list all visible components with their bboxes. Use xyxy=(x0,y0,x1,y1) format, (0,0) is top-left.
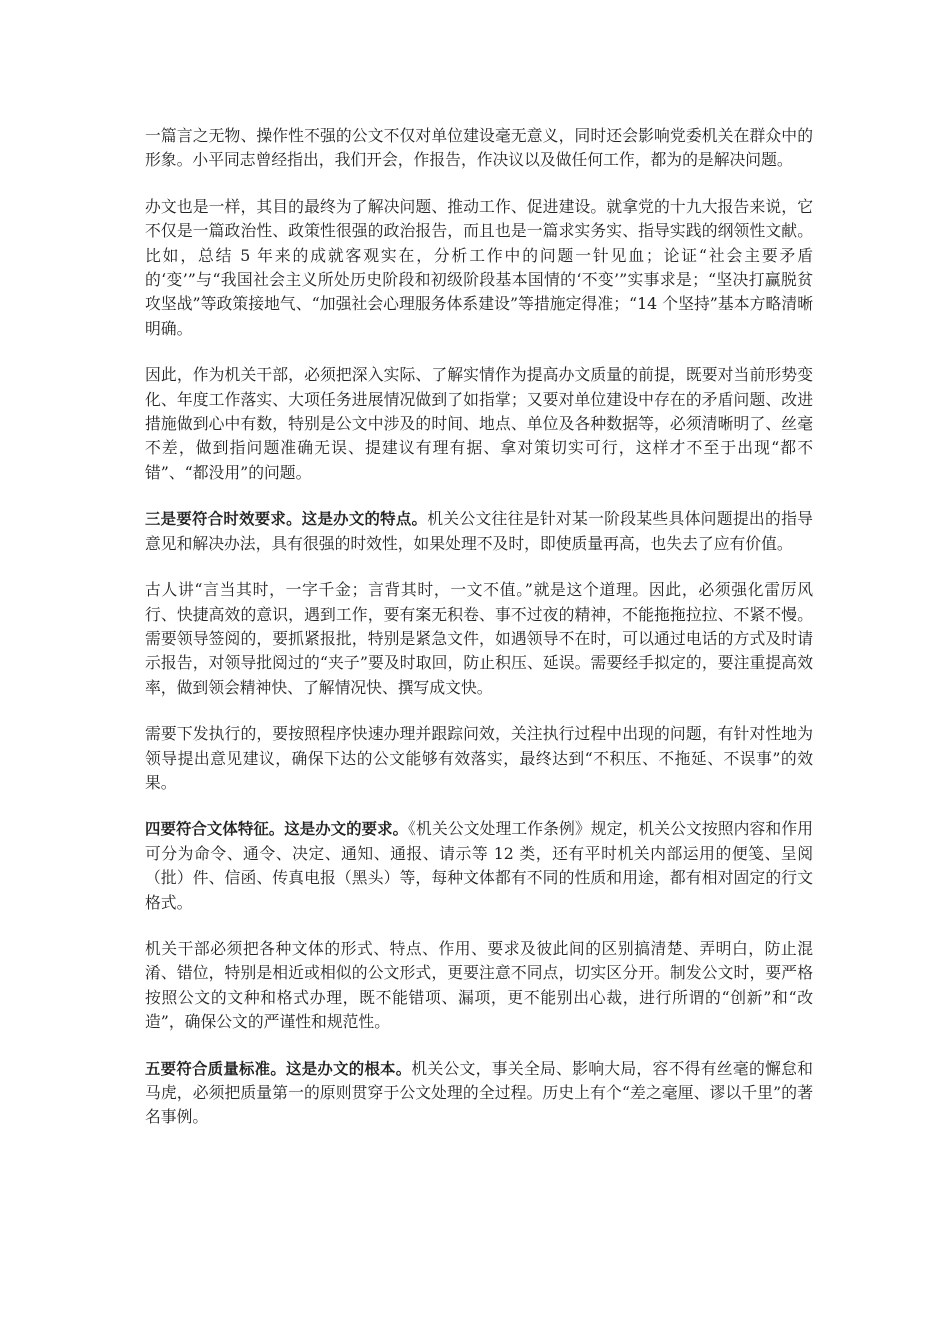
paragraph-1 xyxy=(145,124,813,173)
paragraph-lead: 四要符合文体特征。这是办文的要求。 xyxy=(145,820,409,839)
paragraph-8 xyxy=(145,937,813,1035)
paragraph-text: 古人讲“言当其时，一字千金；言背其时，一文不值。”就是这个道理。因此，必须强化雷厉风行、快捷高效的意识，遇到工作，要有案无积卷、事不过夜的精神，不能拖拖拉拉、不紧不慢。需要领导签阅的，要抓紧报批，特别是紧急文件，如遇领导不在时，可以通过电话的方式及时请示报告，对领导批阅过的“夹子”要及时取回，防止积压、延误。需要经手拟定的，要注重提高效率，做到领会精神快、了解情况快、撰写成文快。 xyxy=(145,580,813,697)
paragraph-5 xyxy=(145,578,813,700)
paragraph-text: 因此，作为机关干部，必须把深入实际、了解实情作为提高办文质量的前提，既要对当前形势变化、年度工作落实、大项任务进展情况做到了如指掌；又要对单位建设中存在的矛盾问题、改进措施做到心中有数，特别是公文中涉及的时间、地点、单位及各种数据等，必须清晰明了、丝毫不差，做到指问题准确无误、提建议有理有据、拿对策切实可行，这样才不至于出现“都不错”、“都没用”的问题。 xyxy=(145,365,813,482)
paragraph-text: 机关公文往往是针对某一阶段某些具体问题提出的指导意见和解决办法，具有很强的时效性，如果处理不及时，即使质量再高，也失去了应有价值。 xyxy=(145,509,813,553)
paragraph-text: 机关公文，事关全局、影响大局，容不得有丝毫的懈怠和马虎，必须把质量第一的原则贯穿于公文处理的全过程。历史上有个“差之毫厘、谬以千里”的著名事例。 xyxy=(145,1058,813,1127)
paragraph-3 xyxy=(145,363,813,485)
paragraph-text: 《机关公文处理工作条例》规定，机关公文按照内容和作用可分为命令、通令、决定、通知、通报、请示等 12 类，还有平时机关内部运用的便笺、呈阅（批）件、信函、传真电报（黑头）等，每种文体都有不同的性质和用途，都有相对固定的行文格式。 xyxy=(145,819,813,912)
document-body xyxy=(145,124,813,1152)
paragraph-2 xyxy=(145,195,813,341)
paragraph-text: 一篇言之无物、操作性不强的公文不仅对单位建设毫无意义，同时还会影响党委机关在群众中的形象。小平同志曾经指出，我们开会，作报告，作决议以及做任何工作，都为的是解决问题。 xyxy=(145,126,813,170)
paragraph-lead: 五要符合质量标准。这是办文的根本。 xyxy=(145,1059,412,1078)
paragraph-7 xyxy=(145,817,813,915)
paragraph-4 xyxy=(145,507,813,556)
paragraph-text: 办文也是一样，其目的最终为了解决问题、推动工作、促进建设。就拿党的十九大报告来说，它不仅是一篇政治性、政策性很强的政治报告，而且也是一篇求实务实、指导实践的纲领性文献。比如，总结 5 年来的成就客观实在，分析工作中的问题一针见血；论证“社会主要矛盾的‘变’”与“我国社会主义所处历史阶段和初级阶段基本国情的‘不变’”实事求是；“坚决打赢脱贫攻坚战”等政策接地气、“加强社会心理服务体系建设”等措施定得准；“14 个坚持”基本方略清晰明确。 xyxy=(145,196,813,338)
paragraph-9 xyxy=(145,1057,813,1130)
paragraph-lead: 三是要符合时效要求。这是办文的特点。 xyxy=(145,510,428,529)
paragraph-text: 机关干部必须把各种文体的形式、特点、作用、要求及彼此间的区别搞清楚、弄明白，防止混淆、错位，特别是相近或相似的公文形式，更要注意不同点，切实区分开。制发公文时，要严格按照公文的文种和格式办理，既不能错项、漏项，更不能别出心裁，进行所谓的“创新”和“改造”，确保公文的严谨性和规范性。 xyxy=(145,938,813,1032)
paragraph-text: 需要下发执行的，要按照程序快速办理并跟踪问效，关注执行过程中出现的问题，有针对性地为领导提出意见建议，确保下达的公文能够有效落实，最终达到“不积压、不拖延、不误事”的效果。 xyxy=(145,724,813,792)
paragraph-6 xyxy=(145,722,813,795)
